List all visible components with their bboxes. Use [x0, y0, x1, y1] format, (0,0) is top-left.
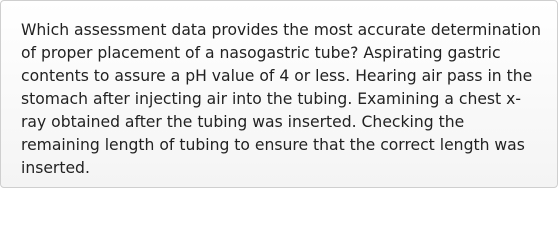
- question-text: Which assessment data provides the most accurate determination of proper placement of a nasogastric tube? Aspirating gastric contents to assure a pH value of 4 or less. Hearing air pass in the stomach after injecting air into the tubing. Examining a chest x-ray obtained after the tubing was inserted. Checking the remaining length of tubing to ensure that the correct length was inserted.: [21, 21, 542, 177]
